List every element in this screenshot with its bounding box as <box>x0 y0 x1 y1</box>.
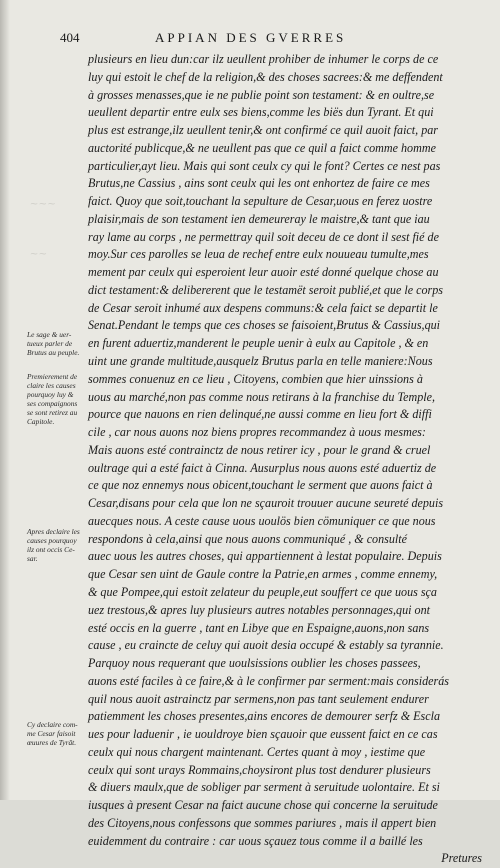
text-line: euidemment du contraire : car uous sçauez tous comme il a baillé les <box>88 833 423 848</box>
text-line: moy.Sur ces parolles se leua de rechef entre eulx nouueau tumulte,mes <box>88 247 429 262</box>
margin-note-line: Capitole. <box>27 417 55 426</box>
text-line: esté occis en la guerre , tant en Libye que en Espaigne,auons,non sans <box>88 620 430 635</box>
text-line: ues pour laduenir , ie uouldroye bien sçauoir que eussent faict en ce cas <box>88 727 438 742</box>
bleed-through-mark: ⁓ ⁓ <box>30 250 46 258</box>
text-line: sommes conuenuz en ce lieu , Citoyens, combien que hier uinssions à <box>88 371 423 386</box>
margin-note-sage-parler <box>27 330 89 357</box>
text-line: luy qui estoit le chef de la religion,& des choses sacrees:& me deffendent <box>88 69 443 84</box>
margin-note-line: me Cesar faisoit <box>27 729 76 738</box>
margin-note-line: sar. <box>27 554 38 563</box>
margin-note-premierement <box>27 372 89 426</box>
text-line: Senat.Pendant le temps que ces choses se faisoient,Brutus & Cassius,qui <box>88 318 441 333</box>
margin-note-line: Brutus au peuple. <box>27 348 80 357</box>
gutter-shadow <box>0 0 10 800</box>
text-line: quil nous auoit astrainctz par sermens,non pas tant seulement endurer <box>88 691 429 706</box>
margin-note-line: Cy declaire com- <box>27 720 78 729</box>
text-line: Mais auons esté contrainctz de nous retirer icy , pour le grand & cruel <box>88 442 431 457</box>
bleed-through-mark: ⁓ ⁓ ⁓ <box>30 200 55 208</box>
text-line: particulier,ayt lieu. Mais qui sont ceulx cy qui le font? Certes ce nest pas <box>88 158 441 173</box>
page-header <box>60 30 490 50</box>
text-line: ray lame au corps , ne permettray quil soit deceu de ce dont il sest fié de <box>88 229 439 244</box>
text-line: des Citoyens,nous confessons que sommes pariures , mais il appert bien <box>88 815 437 830</box>
text-line: que Cesar sen uint de Gaule contre la Patrie,en armes , comme ennemy, <box>88 567 438 582</box>
text-line: auec uous les autres choses, qui appartiennent à lestat populaire. Depuis <box>88 549 442 564</box>
text-line: ceulx qui nous chargent maintenant. Certes quant à moy , iestime que <box>88 744 426 759</box>
margin-note-tyrant <box>27 720 89 747</box>
margin-note-line: causes pourquoy <box>27 536 77 545</box>
catchword: Pretures <box>441 851 482 866</box>
running-head: APPIAN DES GVERRES <box>155 30 347 45</box>
margin-note-line: œuures de Tyrãt. <box>27 738 77 747</box>
text-line: uez trestous,& apres luy plusieurs autres notables personnages,qui ont <box>88 602 430 617</box>
margin-note-line: Premierement de <box>27 372 78 381</box>
text-line: Parquoy nous requerant que uoulsissions oublier les choses passees, <box>88 656 421 671</box>
margin-note-causes <box>27 527 89 563</box>
margin-note-line: ses compaignons <box>27 399 78 408</box>
text-line: dict testament:& delibererent que le testamët seroit publié,et que le corps <box>88 282 443 297</box>
text-line: Cesar,disans pour cela que lon ne sçauroit trouuer aucune seureté depuis <box>88 496 444 511</box>
text-line: ceulx qui sont urays Rommains,choysiront plus tost dendurer plusieurs <box>88 762 431 777</box>
text-line: uint une grande multitude,ausquelz Brutus parla en telle maniere:Nous <box>88 354 433 369</box>
text-line: de Cesar seroit inhumé aux despens communs:& cela faict se departit le <box>88 300 438 315</box>
text-line: Brutus,ne Cassius , ains sont ceulx qui les ont enhortez de faire ce mes <box>88 176 430 191</box>
text-line: cause , eu craincte de celuy qui auoit desia occupé & estably sa tyrannie. <box>88 638 444 653</box>
text-line: auctorité publicque,& ne ueullent pas que ce quil a faict comme homme <box>88 140 436 155</box>
text-line: patiemment les choses presentes,ains encores de demourer serfz & Escla <box>88 709 440 724</box>
margin-note-line: claire les causes <box>27 381 76 390</box>
text-line: ce que noz ennemys nous obicent,touchant le serment que auons faict à <box>88 478 433 493</box>
text-line: oultrage qui a esté faict à Cinna. Ausurplus nous auons esté aduertiz de <box>88 460 437 475</box>
margin-note-line: se sont retirez au <box>27 408 78 417</box>
text-line: uous au marché,non pas comme nous retirans à la franchise du Temple, <box>88 389 436 404</box>
page-number: 404 <box>60 30 80 45</box>
text-line: faict. Quoy que soit,touchant la sepulture de Cesar,uous en ferez uostre <box>88 194 433 209</box>
text-line: plus est estrange,ilz ueullent tenir,& ont confirmé ce quil auoit faict, par <box>88 123 439 138</box>
margin-note-line: pourquoy luy & <box>27 390 74 399</box>
text-line: pource que nauons en rien delinqué,ne aussi comme en lieu fort & diffi <box>88 407 432 422</box>
margin-note-line: Le sage & uer- <box>27 330 72 339</box>
text-line: & diuers maulx,que de sobliger par serment à seruitude uolontaire. Et si <box>88 780 440 795</box>
text-line: iusques à present Cesar na faict aucune chose qui concerne la seruitude <box>88 798 438 813</box>
text-line: auons esté faciles à ce faire,& à le confirmer par serment:mais considerás <box>88 673 449 688</box>
margin-note-line: tueux parler de <box>27 339 73 348</box>
text-line: & que Pompee,qui estoit zelateur du peuple,eut souffert ce que uous sça <box>88 584 437 599</box>
text-line: ueullent departir entre eulx ses biens,comme les biës dun Tyrant. Et qui <box>88 105 434 120</box>
margin-note-line: ilz ont occis Ce- <box>27 545 75 554</box>
text-line: cile , car nous auons noz biens propres recommandez à uous mesmes: <box>88 425 426 440</box>
margin-note-line: Apres declaire les <box>27 527 80 536</box>
text-line: en furent aduertiz,manderent le peuple uenir à eulx au Capitole , & en <box>88 336 429 351</box>
text-line: plusieurs en lieu dun:car ilz ueullent prohiber de inhumer le corps de ce <box>88 52 439 66</box>
text-line: auecques nous. A ceste cause uous uoulös bien cömuniquer ce que nous <box>88 513 436 528</box>
text-line: à grosses menasses,que ie ne publie point son testament: & en oultre,se <box>88 87 435 102</box>
text-line: mement par ceulx qui esperoient leur auoir esté donné quelque chose au <box>88 265 439 280</box>
text-line: plaisir,mais de son testament ien demeureray le maistre,& tant que iau <box>88 211 430 226</box>
main-text-column <box>88 51 490 868</box>
text-line: respondons à cela,ainsi que nous auons communiqué , & consulté <box>88 531 407 546</box>
